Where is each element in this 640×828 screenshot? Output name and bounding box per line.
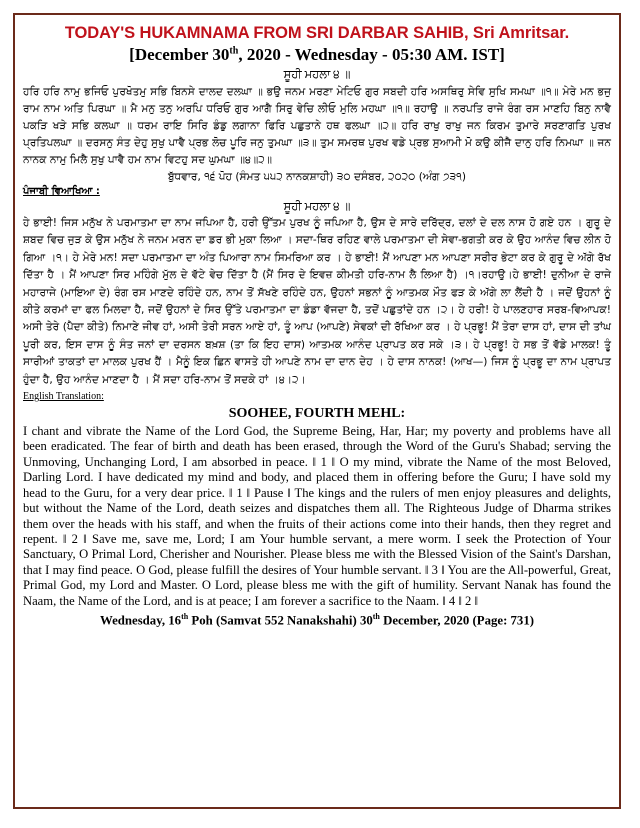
footer-sup-2: th xyxy=(372,611,380,621)
punjabi-label: ਪੰਜਾਬੀ ਵਿਆਖਿਆ : xyxy=(23,186,100,197)
footer-part-c: December, 2020 (Page: 731) xyxy=(379,613,534,628)
english-heading: SOOHEE, FOURTH MEHL: xyxy=(228,406,406,422)
gurmukhi-text: ਹਰਿ ਹਰਿ ਨਾਮੁ ਭਜਿਓ ਪੁਰਖੋਤਮੁ ਸਭਿ ਬਿਨਸੇ ਦਾਲਦ ਦਲਘਾ ॥ ਭਉ ਜਨਮ ਮਰਣਾ ਮੇਟਿਓ ਗੁਰ ਸਬਦੀ ਹਰਿ ਅਸਥਿਰੁ ਸੇਵਿ ਸੁਖਿ ਸਮਘਾ ॥੧॥ ਮੇਰੇ ਮਨ ਭਜੁ ਰਾਮ ਨਾਮ ਅਤਿ ਪਿਰਘਾ ॥ ਮੈ ਮਨੁ ਤਨੁ ਅਰਪਿ ਧਰਿਓ ਗੁਰ ਆਗੈ ਸਿਰੁ ਵੇਚਿ ਲੀਓ ਮੁਲਿ ਮਹਘਾ ॥੧॥ ਰਹਾਉ ॥ ਨਰਪਤਿ ਰਾਜੇ ਰੰਗ ਰਸ ਮਾਣਹਿ ਬਿਨੁ ਨਾਵੈ ਪਕੜਿ ਖੜੇ ਸਭਿ ਕਲਘਾ ॥ ਧਰਮ ਰਾਇ ਸਿਰਿ ਡੰਡੁ ਲਗਾਨਾ ਫਿਰਿ ਪਛੁਤਾਨੇ ਹਥ ਫਲਘਾ ॥੨॥ ਹਰਿ ਰਾਖੁ ਰਾਖੁ ਜਨ ਕਿਰਮ ਤੁਮਾਰੇ ਸਰਣਾਗਤਿ ਪੁਰਖ ਪ੍ਰਤਿਪਲਘਾ ॥ ਦਰਸਨੁ ਸੰਤ ਦੇਹੁ ਸੁਖੁ ਪਾਵੈ ਪ੍ਰਭ ਲੋਚ ਪੂਰਿ ਜਨੁ ਤੁਮਘਾ ॥੩॥ ਤੁਮ ਸਮਰਥ ਪੁਰਖ ਵਡੇ ਪ੍ਰਭ ਸੁਆਮੀ ਮੋ ਕਉ ਕੀਜੈ ਦਾਨੁ ਹਰਿ ਨਿਮਘਾ ॥ ਜਨ ਨਾਨਕ ਨਾਮੁ ਮਿਲੈ ਸੁਖੁ ਪਾਵੈ ਹਮ ਨਾਮ ਵਿਟਹੁ ਸਦ ਘੁਮਘਾ ॥੪॥੨॥ xyxy=(23,86,611,166)
date-prefix: [December 30 xyxy=(129,45,230,64)
english-label: English Translation: xyxy=(23,391,104,403)
page-title: TODAY'S HUKAMNAMA FROM SRI DARBAR SAHIB, Sri Amritsar. xyxy=(64,24,570,42)
date-suffix: , 2020 - Wednesday - 05:30 AM. IST] xyxy=(238,45,505,64)
footer-sup-1: th xyxy=(181,611,189,621)
date-superscript: th xyxy=(229,45,239,57)
date-line xyxy=(23,45,611,65)
punjabi-text: ਹੇ ਭਾਈ! ਜਿਸ ਮਨੁੱਖ ਨੇ ਪਰਮਾਤਮਾ ਦਾ ਨਾਮ ਜਪਿਆ ਹੈ, ਹਰੀ ਉੱਤਮ ਪੁਰਖ ਨੂੰ ਜਪਿਆ ਹੈ, ਉਸ ਦੇ ਸਾਰੇ ਦਰਿੱਦ੍ਰ, ਦਲਾਂ ਦੇ ਦਲ ਨਾਸ ਹੋ ਗਏ ਹਨ । ਗੁਰੂ ਦੇ ਸ਼ਬਦ ਵਿਚ ਜੁੜ ਕੇ ਉਸ ਮਨੁੱਖ ਨੇ ਜਨਮ ਮਰਨ ਦਾ ਡਰ ਭੀ ਮੁਕਾ ਲਿਆ । ਸਦਾ-ਥਿਰ ਰਹਿਣ ਵਾਲੇ ਪਰਮਾਤਮਾ ਦੀ ਸੇਵਾ-ਭਗਤੀ ਕਰ ਕੇ ਉਹ ਆਨੰਦ ਵਿਚ ਲੀਨ ਹੋ ਗਿਆ ।੧। ਹੇ ਮੇਰੇ ਮਨ! ਸਦਾ ਪਰਮਾਤਮਾ ਦਾ ਅੰਤ ਪਿਆਰਾ ਨਾਮ ਸਿਮਰਿਆ ਕਰ । ਹੇ ਭਾਈ! ਮੈਂ ਆਪਣਾ ਮਨ ਆਪਣਾ ਸਰੀਰ ਭੇਟਾ ਕਰ ਕੇ ਗੁਰੂ ਦੇ ਅੱਗੇ ਰੱਖ ਦਿੱਤਾ ਹੈ । ਮੈਂ ਆਪਣਾ ਸਿਰ ਮਹਿੰਗੇ ਮੁੱਲ ਦੇ ਵੱਟੇ ਵੇਚ ਦਿੱਤਾ ਹੈ (ਮੈਂ ਸਿਰ ਦੇ ਇਵਜ਼ ਕੀਮਤੀ ਹਰਿ-ਨਾਮ ਲੈ ਲਿਆ ਹੈ) ।੧।ਰਹਾਉ।ਹੇ ਭਾਈ! ਦੁਨੀਆ ਦੇ ਰਾਜੇ ਮਹਾਰਾਜੇ (ਮਾਇਆ ਦੇ) ਰੰਗ ਰਸ ਮਾਣਦੇ ਰਹਿੰਦੇ ਹਨ, ਨਾਮ ਤੋਂ ਸੱਖਣੇ ਰਹਿੰਦੇ ਹਨ, ਉਹਨਾਂ ਸਭਨਾਂ ਨੂੰ ਆਤਮਕ ਮੌਤ ਫੜ ਕੇ ਅੱਗੇ ਲਾ ਲੈਂਦੀ ਹੈ । ਜਦੋਂ ਉਹਨਾਂ ਨੂੰ ਕੀਤੇ ਕਰਮਾਂ ਦਾ ਫਲ ਮਿਲਦਾ ਹੈ, ਜਦੋਂ ਉਹਨਾਂ ਦੇ ਸਿਰ ਉੱਤੇ ਪਰਮਾਤਮਾ ਦਾ ਡੰਡਾ ਵੱਜਦਾ ਹੈ, ਤਦੋਂ ਪਛੁਤਾਂਦੇ ਹਨ ।੨। ਹੇ ਹਰੀ! ਹੇ ਪਾਲਣਹਾਰ ਸਰਬ-ਵਿਆਪਕ! ਅਸੀ ਤੇਰੇ (ਪੈਦਾ ਕੀਤੇ) ਨਿਮਾਣੇ ਜੀਵ ਹਾਂ, ਅਸੀ ਤੇਰੀ ਸਰਨ ਆਏ ਹਾਂ, ਤੂੰ ਆਪ (ਆਪਣੇ) ਸੇਵਕਾਂ ਦੀ ਰੱਖਿਆ ਕਰ । ਹੇ ਪ੍ਰਭੂ! ਮੈਂ ਤੇਰਾ ਦਾਸ ਹਾਂ, ਦਾਸ ਦੀ ਤਾਂਘ ਪੂਰੀ ਕਰ, ਇਸ ਦਾਸ ਨੂੰ ਸੰਤ ਜਨਾਂ ਦਾ ਦਰਸਨ ਬਖ਼ਸ਼ (ਤਾ ਕਿ ਇਹ ਦਾਸ) ਆਤਮਕ ਆਨੰਦ ਪ੍ਰਾਪਤ ਕਰ ਸਕੇ ।੩। ਹੇ ਪ੍ਰਭੂ! ਹੇ ਸਭ ਤੋਂ ਵੱਡੇ ਮਾਲਕ! ਤੂੰ ਸਾਰੀਆਂ ਤਾਕਤਾਂ ਦਾ ਮਾਲਕ ਪੁਰਖ ਹੈਂ । ਮੈਨੂੰ ਇਕ ਛਿਨ ਵਾਸਤੇ ਹੀ ਆਪਣੇ ਨਾਮ ਦਾ ਦਾਨ ਦੇਹ । ਹੇ ਦਾਸ ਨਾਨਕ! (ਆਖ—) ਜਿਸ ਨੂੰ ਪ੍ਰਭੂ ਦਾ ਨਾਮ ਪ੍ਰਾਪਤ ਹੁੰਦਾ ਹੈ, ਉਹ ਆਨੰਦ ਮਾਣਦਾ ਹੈ । ਮੈਂ ਸਦਾ ਹਰਿ-ਨਾਮ ਤੋਂ ਸਦਕੇ ਹਾਂ ।੪।੨। xyxy=(23,217,611,386)
english-text: I chant and vibrate the Name of the Lord God, the Supreme Being, Har, Har; my poverty and problems have all been eradicated. The fear of birth and death has been erased, through the Word of the Guru's Shabad; serving the Unmoving, Unchanging Lord, I am absorbed in peace. ‖ 1 ‖ O my mind, vibrate the Name of the most Beloved, Darling Lord. I have dedicated my mind and body, and placed them in offering before the Guru; I have sold my head to the Guru, for a very dear price. ‖ 1 ‖ Pause ‖ The kings and the rulers of men enjoy pleasures and delights, but without the Name of the Lord, death seizes and dispatches them all. The Righteous Judge of Dharma strikes them over the heads with his staff, and when the fruits of their actions come into their hands, then they regret and repent. ‖ 2 ‖ Save me, save me, Lord; I am Your humble servant, a mere worm. I seek the Protection of Your Sanctuary, O Primal Lord, Cherisher and Nourisher. Please bless me with the Blessed Vision of the Saint's Darshan, that I may find peace. O God, please fulfill the desires of Your humble servant. ‖ 3 ‖ You are the All-powerful, Great, Primal God, my Lord and Master. O Lord, please bless me with the gift of humility. Servant Nanak has found the Naam, the Name of the Lord, and is at peace; I am forever a sacrifice to the Naam. ‖ 4 ‖ 2 ‖ xyxy=(23,424,611,608)
footer-part-a: Wednesday, 16 xyxy=(100,613,182,628)
punjabi-heading: ਸੂਹੀ ਮਹਲਾ ੪ ॥ xyxy=(283,201,351,213)
gurmukhi-heading: ਸੂਹੀ ਮਹਲਾ ੪ ॥ xyxy=(283,69,351,81)
footer-part-b: Poh (Samvat 552 Nanakshahi) 30 xyxy=(188,613,373,628)
hukamnama-page xyxy=(13,13,621,809)
gurmukhi-date-footer: ਬੁੱਧਵਾਰ, ੧੬ ਪੋਹ (ਸੰਮਤ ੫੫੨ ਨਾਨਕਸ਼ਾਹੀ) ੩੦ ਦਸੰਬਰ, ੨੦੨੦ (ਅੰਗ ੭੩੧) xyxy=(167,171,467,183)
english-date-footer xyxy=(23,612,611,628)
